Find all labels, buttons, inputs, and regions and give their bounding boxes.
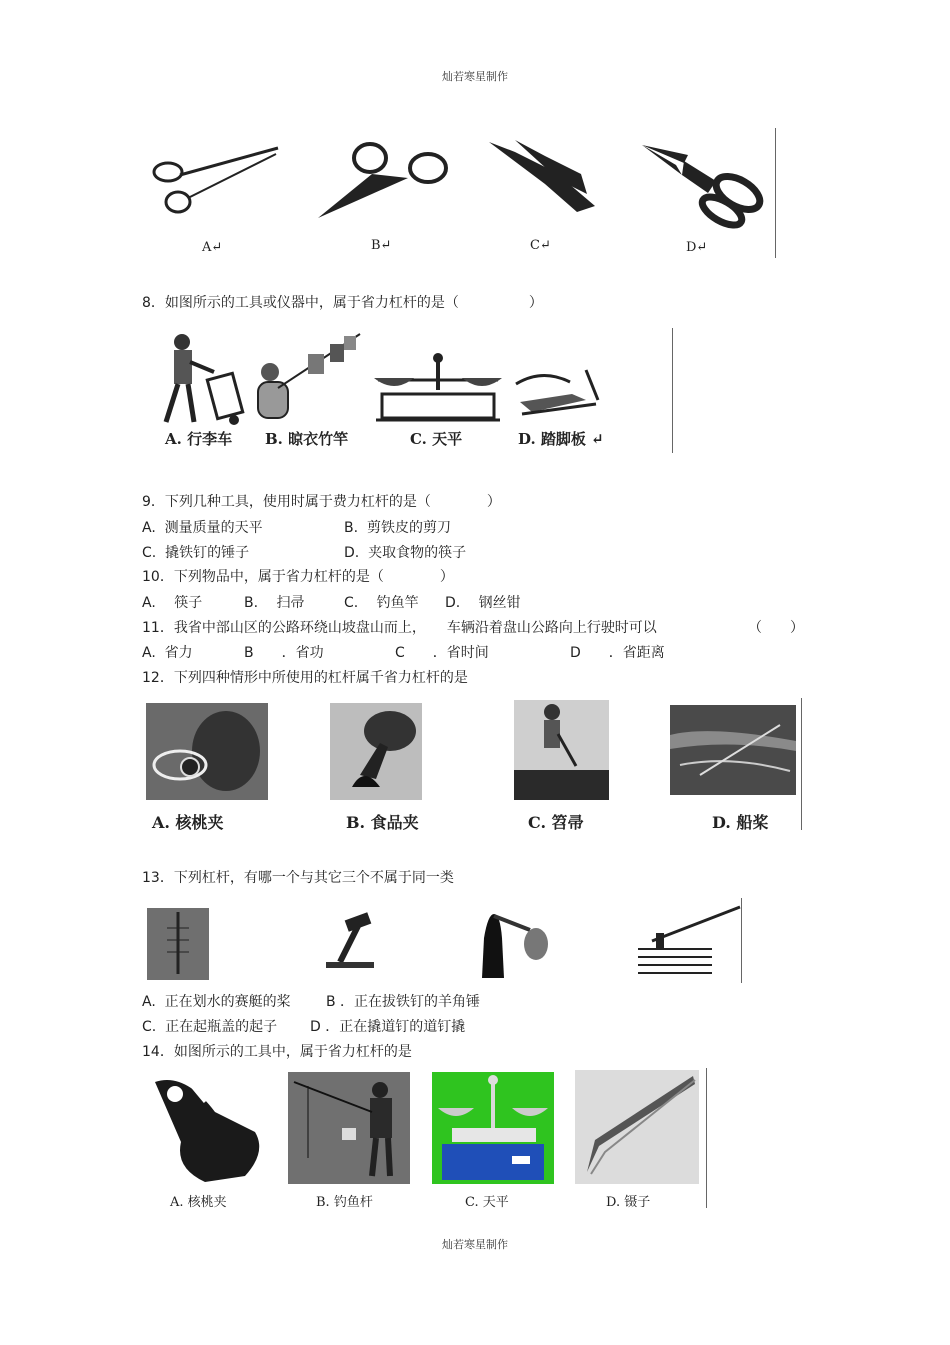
figure-label: C. 天平 xyxy=(410,430,463,448)
bottle-opener-photo xyxy=(480,908,548,978)
figure-label: B. 钓鱼杆 xyxy=(316,1195,373,1210)
option-d: D. 夹取食物的筷子 xyxy=(344,545,467,561)
figure-label: B↵ xyxy=(371,238,392,253)
option-a: A. 正在划水的赛艇的桨 xyxy=(142,994,291,1010)
page-header: 灿若寒星制作 xyxy=(442,70,508,83)
answer-paren: （ ） xyxy=(748,620,804,636)
figure-label: D. 踏脚板 ↵ xyxy=(518,430,604,448)
scissors-d-image xyxy=(638,135,773,225)
oar-photo xyxy=(670,705,796,795)
option-b: B. 扫帚 xyxy=(244,595,305,611)
fishing-rod-image xyxy=(288,1072,410,1184)
nutcracker-image xyxy=(145,1072,267,1184)
page-footer: 灿若寒星制作 xyxy=(442,1238,508,1251)
figure-label: C. 天平 xyxy=(465,1195,509,1210)
option-c: C. 撬铁钉的锤子 xyxy=(142,545,250,561)
divider xyxy=(741,898,742,983)
figure-label: C. 笤帚 xyxy=(528,813,584,832)
figure-label: B. 食品夹 xyxy=(346,813,419,832)
spike-bar-image xyxy=(636,905,742,977)
divider xyxy=(775,128,776,258)
question-10: 10．下列物品中，属于省力杠杆的是（ ） xyxy=(142,569,454,585)
scissors-c-image xyxy=(485,132,605,217)
figure-label: D. 船桨 xyxy=(712,813,769,832)
option-d: D ．省距离 xyxy=(570,645,665,661)
option-c: C. 正在起瓶盖的起子 xyxy=(142,1019,278,1035)
figure-label: A. 核桃夹 xyxy=(170,1195,227,1210)
balance-scale-photo xyxy=(432,1072,554,1184)
option-d: D ．正在撬道钉的道钉撬 xyxy=(310,1019,466,1035)
divider xyxy=(672,328,673,453)
question-8: 8．如图所示的工具或仪器中，属于省力杠杆的是（ ） xyxy=(142,295,543,311)
figure-label: C↵ xyxy=(530,238,551,253)
option-a: A. 筷子 xyxy=(142,595,203,611)
option-b: B. 剪铁皮的剪刀 xyxy=(344,520,451,536)
scissors-a-image xyxy=(150,140,285,220)
balance-scale-image xyxy=(372,350,504,425)
nutcracker-photo xyxy=(146,703,268,800)
question-9: 9．下列几种工具，使用时属于费力杠杆的是（ ） xyxy=(142,494,501,510)
figure-label: A. 核桃夹 xyxy=(152,813,224,832)
question-14: 14．如图所示的工具中，属于省力杠杆的是 xyxy=(142,1044,412,1060)
option-c: C. 钓鱼竿 xyxy=(344,595,419,611)
question-12: 12．下列四种情形中所使用的杠杆属千省力杠杆的是 xyxy=(142,670,468,686)
option-a: A. 测量质量的天平 xyxy=(142,520,263,536)
figure-label: B. 晾衣竹竿 xyxy=(265,430,349,448)
foot-pedal-image xyxy=(512,360,602,425)
drying-pole-image xyxy=(248,328,366,428)
option-c: C ．省时间 xyxy=(395,645,489,661)
scissors-b-image xyxy=(310,138,455,220)
option-a: A. 省力 xyxy=(142,645,193,661)
divider xyxy=(801,698,802,830)
tweezers-photo xyxy=(575,1070,699,1184)
claw-hammer-image xyxy=(322,912,377,972)
food-tongs-photo xyxy=(330,703,422,800)
rowing-boat-photo xyxy=(147,908,209,980)
broom-photo xyxy=(514,700,609,800)
figure-label: D↵ xyxy=(686,240,708,255)
divider xyxy=(706,1068,707,1208)
option-b: B ．正在拔铁钉的羊角锤 xyxy=(326,994,481,1010)
option-d: D. 钢丝钳 xyxy=(445,595,521,611)
question-11: 11．我省中部山区的公路环绕山坡盘山而上， 车辆沿着盘山公路向上行驶时可以 xyxy=(142,620,657,636)
option-b: B ．省功 xyxy=(244,645,324,661)
figure-label: D. 镊子 xyxy=(606,1195,651,1210)
figure-label: A↵ xyxy=(202,240,223,255)
question-13: 13．下列杠杆，有哪一个与其它三个不属于同一类 xyxy=(142,870,454,886)
figure-label: A. 行李车 xyxy=(165,430,233,448)
luggage-cart-image xyxy=(160,332,250,427)
